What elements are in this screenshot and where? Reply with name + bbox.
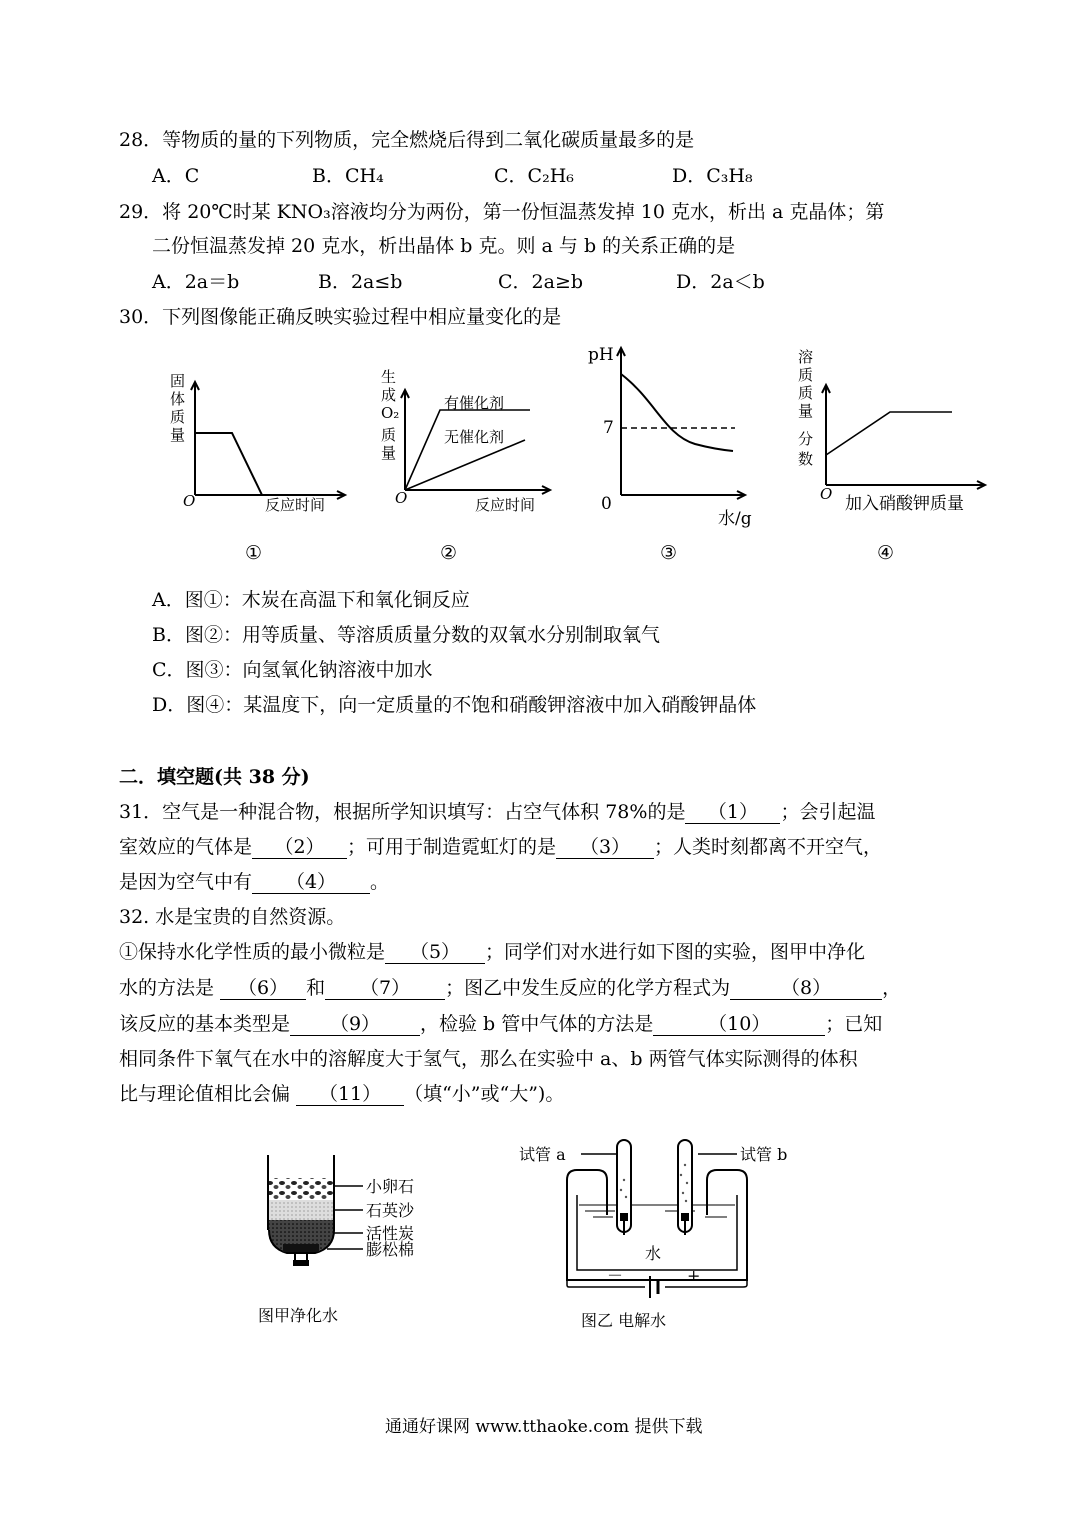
graph-4-ylabel-2: 质 bbox=[798, 384, 814, 402]
q32-line5: 相同条件下氧气在水中的溶解度大于氢气，那么在实验中 a、b 两管气体实际测得的体积 bbox=[119, 1048, 858, 1070]
layer-label-cotton: 膨松棉 bbox=[366, 1240, 415, 1259]
graph-4-ylabel-1: 质 bbox=[798, 366, 814, 384]
graph-4-curve bbox=[826, 412, 952, 455]
q32-text-6a: 比与理论值相比会偏 bbox=[119, 1083, 291, 1105]
q31-text-2c: ；人类时刻都离不开空气， bbox=[654, 836, 883, 858]
graph-1-ylabel-3: 量 bbox=[170, 426, 186, 444]
q28-option-c: C．C₂H₆ bbox=[494, 165, 574, 187]
graph-4-ylabel-4: 分 bbox=[798, 430, 814, 448]
q29-line2: 二份恒温蒸发掉 20 克水，析出晶体 b 克。则 a 与 b 的关系正确的是 bbox=[152, 235, 736, 257]
q31-text-1b: ；会引起温 bbox=[780, 801, 876, 823]
graph-2-line-upper bbox=[405, 410, 530, 490]
q30-option-d: D．图④：某温度下，向一定质量的不饱和硝酸钾溶液中加入硝酸钾晶体 bbox=[152, 694, 757, 716]
figure-jia-purifier bbox=[255, 1150, 465, 1330]
blank-11[interactable]: （11） bbox=[296, 1083, 404, 1106]
q31-line2 bbox=[119, 835, 882, 859]
layer-cotton bbox=[283, 1244, 319, 1252]
q31-text-3a: 是因为空气中有 bbox=[119, 871, 253, 893]
graph-3-caption: ③ bbox=[660, 542, 678, 564]
q32-text-2a: ①保持水化学性质的最小微粒是 bbox=[119, 941, 386, 963]
q28-option-b: B．CH₄ bbox=[312, 165, 384, 187]
graph-3-tick-7: 7 bbox=[603, 418, 614, 438]
electrode-b bbox=[681, 1213, 689, 1221]
q30-option-c: C．图③：向氢氧化钠溶液中加水 bbox=[152, 659, 433, 681]
layer-label-carbon: 活性炭 bbox=[366, 1224, 415, 1243]
section-2-title: 二．填空题(共 38 分) bbox=[119, 766, 310, 788]
layer-label-pebbles: 小卵石 bbox=[366, 1177, 415, 1196]
blank-2[interactable]: （2） bbox=[252, 836, 347, 859]
tube-b-label: 试管 b bbox=[740, 1145, 788, 1164]
q32-text-4b: ，检验 b 管中气体的方法是 bbox=[420, 1013, 654, 1035]
q32-line6 bbox=[119, 1082, 564, 1106]
q31-text-3b: 。 bbox=[370, 871, 390, 893]
graph-2-xlabel: 反应时间 bbox=[475, 496, 536, 514]
q30-option-b: B．图②：用等质量、等溶质质量分数的双氧水分别制取氧气 bbox=[152, 624, 660, 646]
graph-2-ylabel-0: 生 bbox=[381, 368, 397, 386]
q28-stem: 28．等物质的量的下列物质，完全燃烧后得到二氧化碳质量最多的是 bbox=[119, 129, 695, 151]
q29-option-b: B．2a≤b bbox=[318, 271, 403, 293]
water-trough bbox=[567, 1180, 747, 1280]
graph-1-ylabel-1: 体 bbox=[170, 390, 186, 408]
graph-3-xlabel: 水/g bbox=[718, 509, 752, 529]
graph-3-curve bbox=[621, 374, 733, 451]
graph-2-ylabel-1: 成 bbox=[381, 386, 397, 404]
graph-2-label-upper: 有催化剂 bbox=[444, 394, 505, 412]
graph-2-ylabel-4: 量 bbox=[381, 444, 397, 462]
blank-10[interactable]: （10） bbox=[653, 1013, 825, 1036]
graph-4 bbox=[790, 340, 1000, 570]
q32-text-2b: ；同学们对水进行如下图的实验，图甲中净化 bbox=[485, 941, 866, 963]
graph-4-caption: ④ bbox=[877, 542, 895, 564]
graph-2-ylabel-3: 质 bbox=[381, 426, 397, 444]
graph-1 bbox=[160, 360, 360, 570]
blank-1[interactable]: （1） bbox=[685, 801, 780, 824]
q28-option-d: D．C₃H₈ bbox=[672, 165, 753, 187]
q30-stem: 30．下列图像能正确反映实验过程中相应量变化的是 bbox=[119, 306, 562, 328]
q31-text-1a: 31．空气是一种混合物，根据所学知识填写：占空气体积 78%的是 bbox=[119, 801, 686, 823]
graph-2-origin: O bbox=[395, 489, 408, 507]
water-label: 水 bbox=[645, 1244, 662, 1263]
blank-8[interactable]: （8） bbox=[730, 977, 882, 1000]
graph-1-ylabel-0: 固 bbox=[170, 372, 186, 390]
q32-line4 bbox=[119, 1012, 882, 1036]
footer: 通通好课网 www.tthaoke.com 提供下载 bbox=[385, 1417, 703, 1437]
purifier-bottle bbox=[268, 1155, 334, 1266]
blank-3[interactable]: （3） bbox=[556, 836, 654, 859]
figure-yi-caption: 图乙 电解水 bbox=[581, 1311, 667, 1330]
graph-1-xlabel: 反应时间 bbox=[265, 496, 326, 514]
q31-text-2a: 室效应的气体是 bbox=[119, 836, 253, 858]
figure-jia-caption: 图甲净化水 bbox=[258, 1306, 339, 1325]
q32-text-3b: 和 bbox=[306, 977, 326, 999]
tube-a-label: 试管 a bbox=[519, 1145, 566, 1164]
q30-option-a: A．图①：木炭在高温下和氧化铜反应 bbox=[152, 589, 470, 611]
q32-text-3d: ， bbox=[882, 977, 902, 999]
q29-option-d: D．2a＜b bbox=[676, 271, 765, 293]
graph-1-curve bbox=[195, 433, 262, 495]
blank-5[interactable]: （5） bbox=[385, 941, 485, 964]
graph-2 bbox=[375, 360, 575, 570]
q31-line3 bbox=[119, 870, 389, 894]
q32-text-6b: （填“小”或“大”)。 bbox=[404, 1083, 565, 1105]
battery-minus: － bbox=[607, 1266, 624, 1285]
graph-4-ylabel-0: 溶 bbox=[798, 348, 814, 366]
graph-4-axes bbox=[822, 385, 985, 489]
q31-text-2b: ；可用于制造霓虹灯的是 bbox=[347, 836, 557, 858]
graph-4-ylabel-3: 量 bbox=[798, 402, 814, 420]
layer-sand bbox=[269, 1200, 333, 1220]
water-surface bbox=[579, 1205, 735, 1217]
layer-label-sand: 石英沙 bbox=[366, 1201, 415, 1220]
graph-4-origin: O bbox=[820, 485, 833, 503]
graph-1-ylabel-2: 质 bbox=[170, 408, 186, 426]
graph-3-ylabel: pH bbox=[588, 345, 614, 365]
graph-2-ylabel-2: O₂ bbox=[381, 404, 400, 422]
blank-6[interactable]: （6） bbox=[220, 977, 306, 1000]
graph-1-origin: O bbox=[183, 492, 196, 510]
graph-3-axes bbox=[617, 348, 745, 499]
q28-option-a: A．C bbox=[152, 165, 200, 187]
q29-option-a: A．2a＝b bbox=[152, 271, 240, 293]
q32-text-4a: 该反应的基本类型是 bbox=[119, 1013, 291, 1035]
graph-3-origin: 0 bbox=[601, 494, 612, 514]
graph-1-caption: ① bbox=[245, 542, 263, 564]
battery-plus: + bbox=[687, 1266, 701, 1285]
q32-text-3c: ；图乙中发生反应的化学方程式为 bbox=[445, 977, 731, 999]
q31-line1 bbox=[119, 800, 875, 824]
electrode-a bbox=[620, 1213, 628, 1221]
blank-4[interactable]: （4） bbox=[252, 871, 370, 894]
q32-text-3a: 水的方法是 bbox=[119, 977, 215, 999]
graph-4-ylabel-5: 数 bbox=[798, 450, 814, 468]
layer-pebbles bbox=[269, 1178, 333, 1200]
q29-option-c: C．2a≥b bbox=[498, 271, 584, 293]
q32-line2 bbox=[119, 940, 865, 964]
blank-9[interactable]: （9） bbox=[290, 1013, 420, 1036]
graph-2-caption: ② bbox=[440, 542, 458, 564]
graph-4-xlabel: 加入硝酸钾质量 bbox=[845, 494, 964, 514]
graph-2-label-lower: 无催化剂 bbox=[444, 428, 505, 446]
graph-3 bbox=[585, 340, 785, 570]
q32-line3 bbox=[119, 976, 901, 1000]
q29-line1: 29．将 20℃时某 KNO₃溶液均分为两份，第一份恒温蒸发掉 10 克水，析出 a 克晶体；第 bbox=[119, 201, 885, 223]
graph-1-axes bbox=[191, 382, 345, 499]
q32-line1: 32. 水是宝贵的自然资源。 bbox=[119, 906, 346, 928]
blank-7[interactable]: （7） bbox=[325, 977, 445, 1000]
figure-yi-electrolysis bbox=[515, 1135, 805, 1335]
q32-text-4c: ；已知 bbox=[825, 1013, 883, 1035]
